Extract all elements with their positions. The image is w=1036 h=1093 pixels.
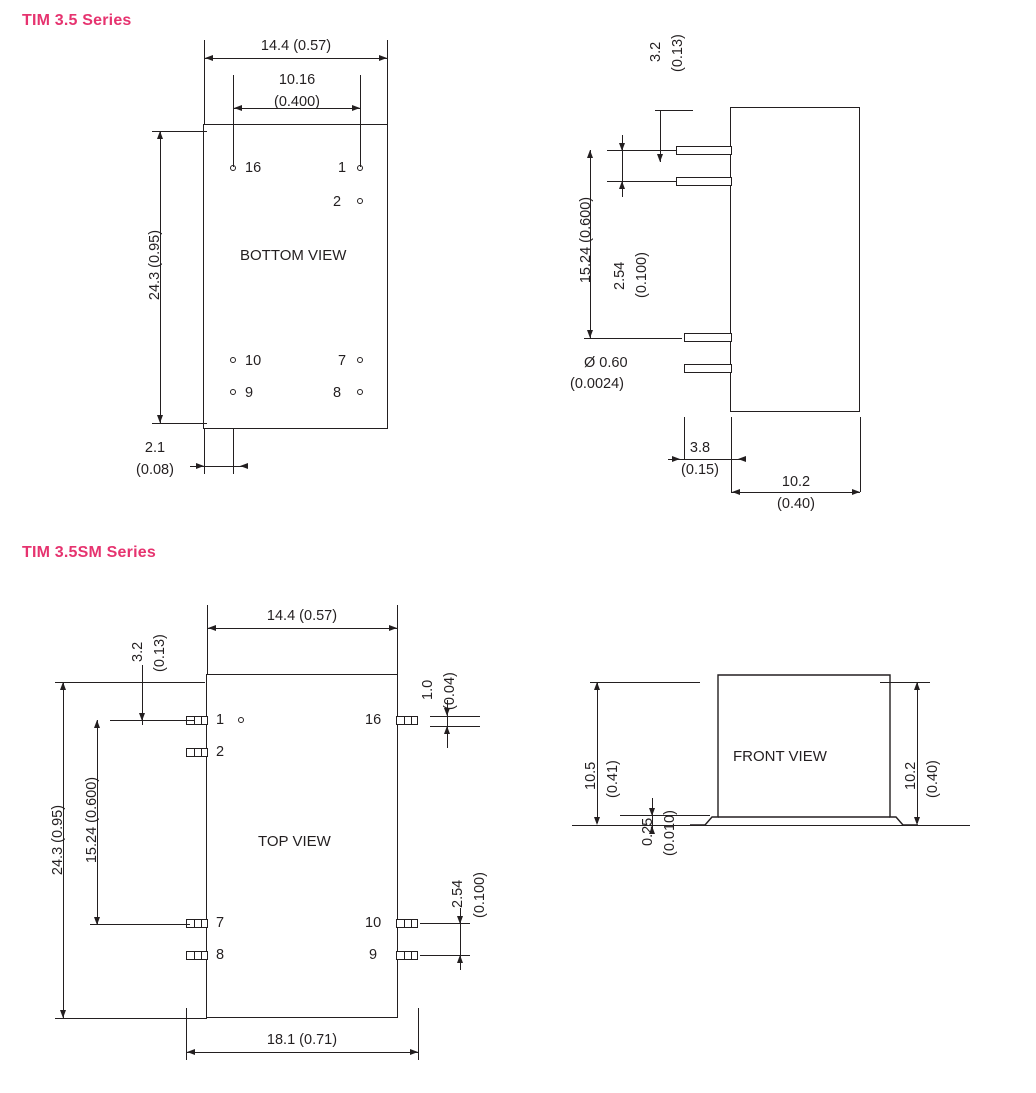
arrow-head [196, 463, 204, 469]
dim-body-len-inch: (0.40) [777, 496, 815, 512]
dim-pin-span-inch: (0.400) [274, 94, 320, 110]
pin-number: 9 [245, 385, 254, 401]
arrow-head [594, 817, 600, 825]
dim-inch: (0.57) [293, 38, 332, 54]
arrow-head [457, 916, 463, 924]
dim-edge-offset-mm: 2.1 [144, 440, 166, 456]
pin-number: 2 [216, 744, 225, 760]
arrow-head [587, 330, 593, 338]
pin-number: 16 [245, 160, 262, 176]
arrow-head [205, 55, 213, 61]
extension-line [860, 417, 861, 492]
dim-value: 14.4 [260, 38, 290, 54]
smd-pad [396, 716, 418, 725]
extension-line [204, 429, 205, 474]
dim-overall-width: 18.1 (0.71) [266, 1032, 338, 1048]
dim-body-len-mm: 10.2 [781, 474, 811, 490]
dim-pad-offset-inch: (0.13) [152, 634, 168, 672]
front-view-label: FRONT VIEW [733, 748, 827, 765]
dim-pad-offset-mm: 3.2 [130, 641, 146, 662]
extension-line [55, 1018, 207, 1019]
pin-number: 16 [365, 712, 382, 728]
pin-number: 1 [338, 160, 347, 176]
dim-height-right-mm: 10.2 [903, 761, 919, 790]
lead-pin [676, 146, 732, 155]
dim-pad-span: 15.24 (0.600) [84, 776, 100, 864]
pin-number: 7 [338, 353, 347, 369]
pin-number: 7 [216, 915, 225, 931]
bottom-view-label: BOTTOM VIEW [240, 247, 347, 264]
section-title-tim35: TIM 3.5 Series [22, 12, 132, 29]
pin-hole [357, 389, 363, 395]
pin1-marker-dot [238, 717, 244, 723]
dim-lead-len-mm: 3.8 [689, 440, 711, 456]
extension-line [430, 716, 480, 717]
arrow-head [379, 55, 387, 61]
arrow-head [187, 1049, 195, 1055]
arrow-head [738, 456, 746, 462]
extension-line [418, 1008, 419, 1060]
pin-hole [230, 357, 236, 363]
lead-pin [676, 177, 732, 186]
dim-edge-offset-inch: (0.08) [136, 462, 174, 478]
pin-number: 10 [245, 353, 262, 369]
extension-line [420, 923, 470, 924]
extension-line [430, 726, 480, 727]
dim-hole-dia-mm: Ø 0.60 [584, 355, 628, 371]
dim-sm-pitch-inch: (0.100) [472, 872, 488, 918]
dim-pin-span-mm: 10.16 [278, 72, 316, 88]
dim-sm-pitch-mm: 2.54 [450, 879, 466, 908]
dim-overall-height: 24.3 (0.95) [50, 804, 66, 876]
extension-line [880, 682, 930, 683]
dim-hole-dia-inch: (0.0024) [570, 376, 625, 392]
arrow-head [240, 463, 248, 469]
dim-height-left-inch: (0.41) [605, 760, 621, 798]
arrow-head [457, 955, 463, 963]
dim-width-outer [205, 38, 387, 55]
dim-height-left-mm: 10.5 [583, 761, 599, 790]
arrow-head [619, 143, 625, 151]
arrow-head [157, 131, 163, 139]
dim-lead-len-inch: (0.15) [681, 462, 719, 478]
arrow-head [444, 726, 450, 734]
dimension-line [597, 682, 598, 823]
extension-line [397, 605, 398, 675]
arrow-head [60, 1010, 66, 1018]
extension-line [731, 417, 732, 492]
arrow-head [914, 817, 920, 825]
extension-line [233, 75, 234, 167]
dim-body-width: 14.4 (0.57) [266, 608, 338, 624]
arrow-head [657, 154, 663, 162]
lead-pin [684, 364, 732, 373]
dim-pin-dia-top-inch: (0.13) [670, 34, 686, 72]
dim-pitch-inch: (0.100) [634, 252, 650, 298]
section-title-tim35sm: TIM 3.5SM Series [22, 544, 156, 561]
arrow-head [208, 625, 216, 631]
smd-pad [186, 951, 208, 960]
extension-line [233, 429, 234, 474]
extension-line [584, 338, 682, 339]
smd-pad [396, 919, 418, 928]
extension-line [590, 682, 700, 683]
extension-line [360, 75, 361, 167]
pin-number: 8 [216, 947, 225, 963]
arrow-head [914, 682, 920, 690]
extension-line [387, 40, 388, 125]
dim-span: 15.24 (0.600) [578, 196, 594, 284]
extension-line [55, 682, 205, 683]
pin-hole [357, 198, 363, 204]
arrow-head [389, 625, 397, 631]
dimension-line [207, 628, 397, 629]
pin-hole [230, 389, 236, 395]
dim-pad-width-inch: (0.04) [442, 672, 458, 710]
extension-line [420, 955, 470, 956]
extension-line [607, 150, 677, 151]
extension-line [607, 181, 677, 182]
dimension-line [186, 1052, 418, 1053]
pin-number: 10 [365, 915, 382, 931]
lead-pin [684, 333, 732, 342]
smd-pad [396, 951, 418, 960]
dim-pin-dia-top-mm: 3.2 [648, 41, 664, 62]
arrow-head [619, 181, 625, 189]
dim-pitch-mm: 2.54 [612, 261, 628, 290]
pin-number: 1 [216, 712, 225, 728]
dim-foot-mm: 0.25 [640, 817, 656, 846]
arrow-head [157, 415, 163, 423]
top-view-label: TOP VIEW [258, 833, 331, 850]
arrow-head [649, 808, 655, 816]
pin-number: 9 [369, 947, 378, 963]
dim-height [147, 185, 164, 345]
dim-foot-inch: (0.010) [662, 810, 678, 856]
arrow-head [60, 682, 66, 690]
extension-line [152, 131, 207, 132]
dimension-line [204, 58, 387, 59]
side-view-package-outline [730, 107, 860, 412]
dim-pad-width-mm: 1.0 [420, 679, 436, 700]
dim-value: 24.3 (0.95) [147, 229, 163, 301]
pin-hole [357, 357, 363, 363]
arrow-head [139, 713, 145, 721]
arrow-head [594, 682, 600, 690]
dimension-line [917, 682, 918, 823]
baseline [572, 825, 970, 826]
extension-line [90, 924, 190, 925]
pin-number: 8 [333, 385, 342, 401]
dimension-line [731, 492, 860, 493]
pin-number: 2 [333, 194, 342, 210]
dim-height-right-inch: (0.40) [925, 760, 941, 798]
arrow-head [410, 1049, 418, 1055]
smd-pad [186, 748, 208, 757]
extension-line [110, 720, 195, 721]
extension-line [152, 423, 207, 424]
